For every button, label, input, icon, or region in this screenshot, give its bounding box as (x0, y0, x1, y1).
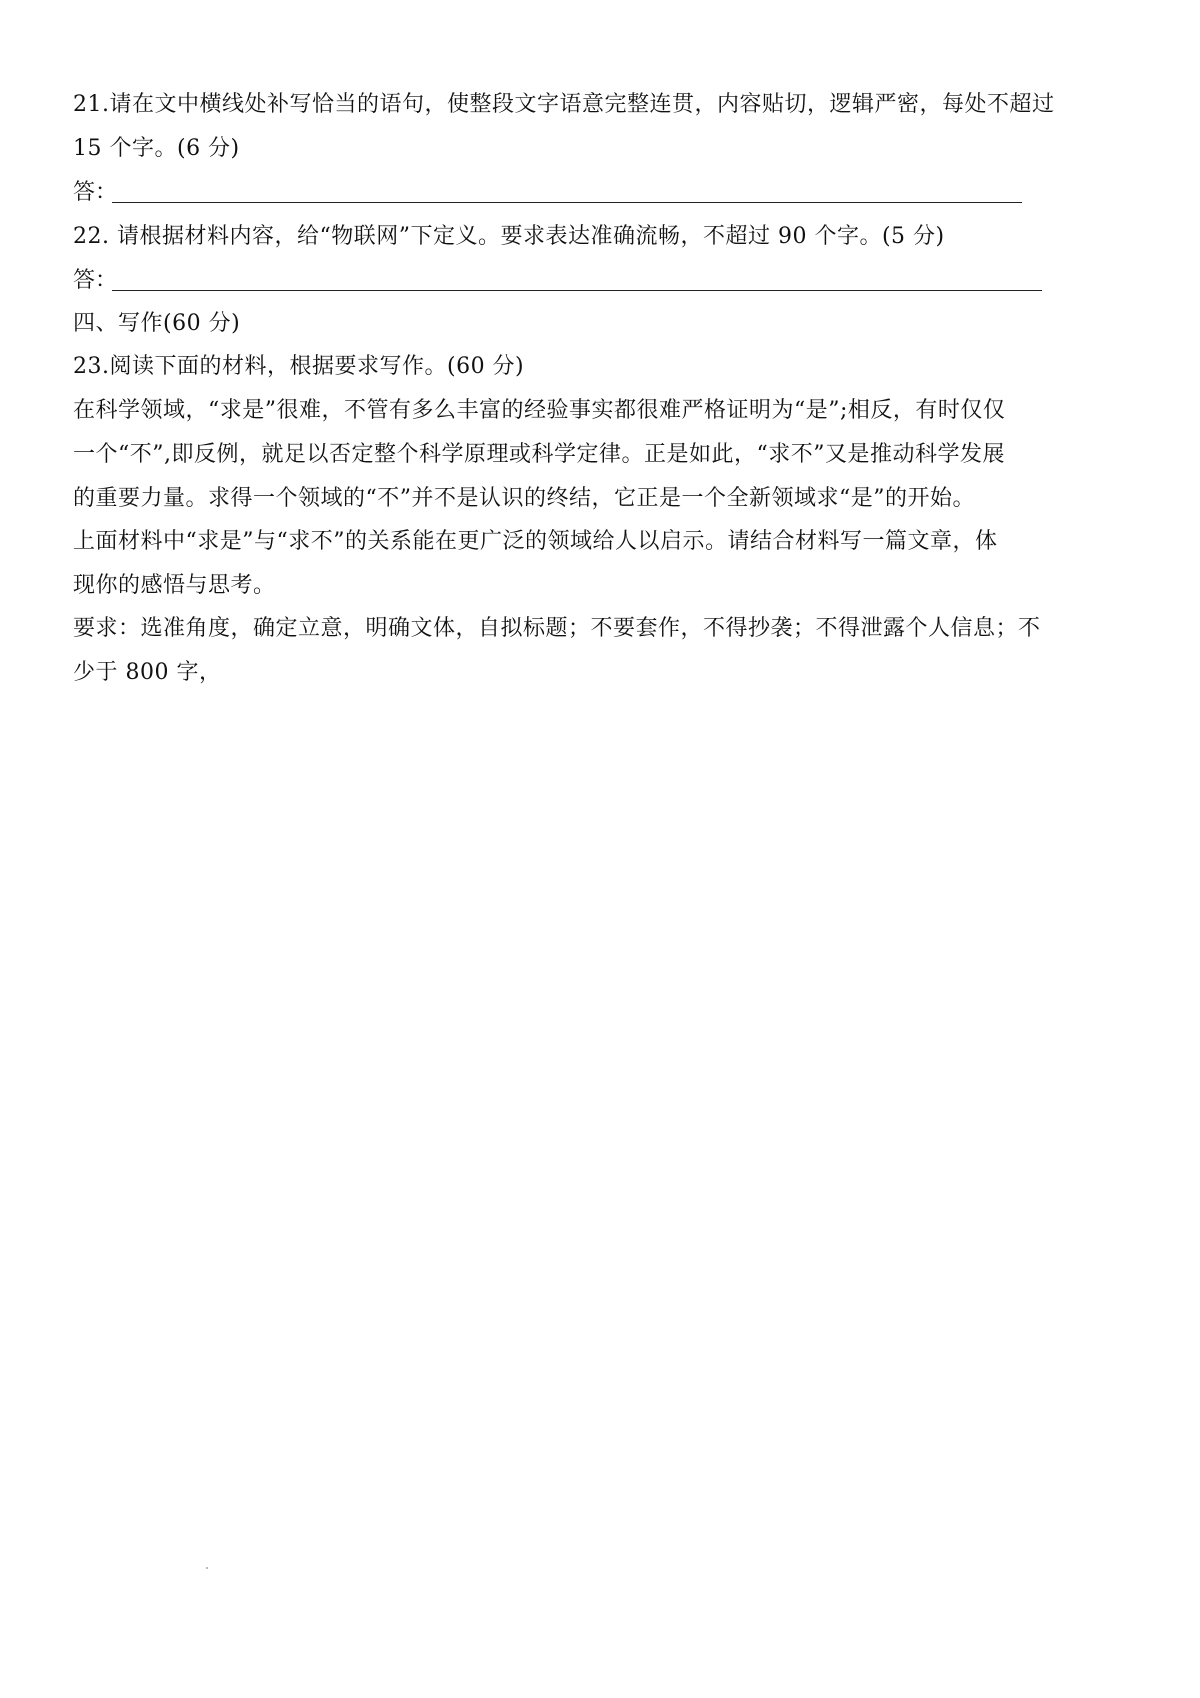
scan-speck (206, 1567, 208, 1569)
q23-material-line-2: 一个“不”,即反例，就足以否定整个科学原理或科学定律。正是如此，“求不”又是推动科学发展 (73, 442, 1005, 467)
q23-requirements-line-1: 要求：选准角度，确定立意，明确文体，自拟标题；不要套作，不得抄袭；不得泄露个人信息；不 (73, 616, 1041, 641)
q21-line-1: 21.请在文中横线处补写恰当的语句，使整段文字语意完整连贯，内容贴切，逻辑严密，每处不超过 (73, 92, 1055, 117)
section-4-heading: 四、写作(60 分) (73, 311, 241, 336)
q23-material-line-1: 在科学领域，“求是”很难，不管有多么丰富的经验事实都很难严格证明为“是”;相反，有时仅仅 (73, 398, 1006, 423)
q23-material-line-3: 的重要力量。求得一个领域的“不”并不是认识的终结，它正是一个全新领域求“是”的开始。 (73, 486, 975, 511)
q23-task-line-1: 上面材料中“求是”与“求不”的关系能在更广泛的领域给人以启示。请结合材料写一篇文章，体 (73, 529, 998, 554)
q21-answer-label: 答： (73, 180, 118, 205)
q23-requirements-line-2: 少于 800 字， (73, 660, 222, 685)
q23-task-line-2: 现你的感悟与思考。 (73, 573, 276, 598)
q22-answer-label: 答： (73, 268, 118, 293)
q22-line-1: 22. 请根据材料内容，给“物联网”下定义。要求表达准确流畅，不超过 90 个字。(5 分) (73, 224, 945, 249)
q23-prompt: 23.阅读下面的材料，根据要求写作。(60 分) (73, 354, 525, 379)
q22-answer-blank[interactable] (112, 290, 1042, 291)
q21-line-2: 15 个字。(6 分) (73, 136, 240, 161)
q21-answer-row (73, 178, 117, 208)
q22-answer-row (73, 266, 117, 296)
q21-answer-blank[interactable] (112, 202, 1022, 203)
